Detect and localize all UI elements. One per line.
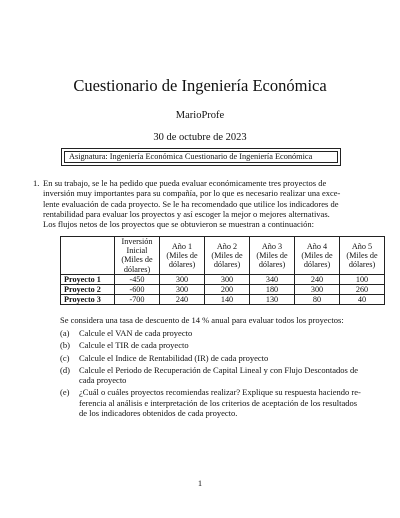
- table-cell: 80: [295, 295, 340, 305]
- task-list: [60, 328, 361, 420]
- table-header-cell: Año 5 (Miles de dólares): [340, 237, 385, 275]
- question-line: En su trabajo, se le ha pedido que pueda evaluar económicamente tres proyectos de: [43, 178, 327, 188]
- table-header-cell: Año 2 (Miles de dólares): [205, 237, 250, 275]
- table-header-cell: Inversión Inicial (Miles de dólares): [115, 237, 160, 275]
- question-line: Los flujos netos de los proyectos que se obtuvieron se muestran a continuación:: [43, 219, 314, 230]
- table-header-cell: Año 4 (Miles de dólares): [295, 237, 340, 275]
- list-item: [60, 364, 358, 386]
- table-cell: 300: [160, 285, 205, 295]
- table-header-row: [61, 237, 385, 275]
- document-author: MarioProfe: [175, 110, 225, 121]
- table-cell: 340: [250, 274, 295, 284]
- list-item-text: Calcule el VAN de cada proyecto: [79, 328, 193, 338]
- question-line: inversión muy importantes para su compañía, por lo que es necesario realizar una exce-: [43, 188, 341, 199]
- list-item: [60, 340, 344, 350]
- table-row: [61, 285, 385, 295]
- list-item: [60, 353, 344, 363]
- table-cell: 140: [205, 295, 250, 305]
- page-number: 1: [197, 478, 203, 488]
- subject-box: [61, 148, 341, 166]
- subject-label: Asignatura: Ingeniería Económica Cuestionario de Ingeniería Económica: [64, 151, 338, 163]
- table-row: [61, 274, 385, 284]
- discount-rate-text: Se considera una tasa de descuento de 14 % anual para evaluar todos los proyectos:: [60, 315, 344, 325]
- table-cell: 200: [205, 285, 250, 295]
- table-cell: 300: [160, 274, 205, 284]
- list-item-marker: (b): [60, 340, 70, 351]
- table-cell: 300: [205, 274, 250, 284]
- table-header-cell: Año 3 (Miles de dólares): [250, 237, 295, 275]
- table-cell: -600: [115, 285, 160, 295]
- cash-flow-table: [60, 236, 385, 305]
- list-item-text: cada proyecto: [79, 375, 127, 386]
- table-cell: 100: [340, 274, 385, 284]
- table-cell: 240: [160, 295, 205, 305]
- question-line: rentabilidad para evaluar los proyectos y así escoger la mejor o mejores alternativas.: [43, 208, 330, 219]
- table-cell: 40: [340, 295, 385, 305]
- question-line: lente evaluación de cada proyecto. Se le ha recomendado que utilice los indicadores de: [43, 198, 339, 209]
- table-cell: -700: [115, 295, 160, 305]
- list-item-marker: (d): [60, 364, 70, 375]
- question-text: [43, 178, 343, 229]
- list-item-marker: (c): [60, 352, 70, 363]
- list-item: [60, 328, 344, 338]
- table-row-label: Proyecto 3: [61, 295, 115, 305]
- list-item-marker: (e): [60, 387, 70, 398]
- list-item-marker: (a): [60, 328, 70, 338]
- table-cell: 180: [250, 285, 295, 295]
- document-title: Cuestionario de Ingeniería Económica: [73, 76, 327, 95]
- question-number: 1.: [33, 178, 40, 188]
- table-cell: 240: [295, 274, 340, 284]
- table-row-label: Proyecto 1: [61, 274, 115, 284]
- list-item: [60, 387, 361, 419]
- table-row: [61, 295, 385, 305]
- table-header-cell: Año 1 (Miles de dólares): [160, 237, 205, 275]
- list-item-text: Calcule el TIR de cada proyecto: [79, 340, 189, 351]
- table-cell: 130: [250, 295, 295, 305]
- table-cell: -450: [115, 274, 160, 284]
- table-row-label: Proyecto 2: [61, 285, 115, 295]
- document-date: 30 de octubre de 2023: [153, 132, 247, 143]
- list-item-text: ¿Cuál o cuáles proyectos recomiendas realizar? Explique su respuesta haciendo re-: [79, 387, 361, 398]
- table-cell: 300: [295, 285, 340, 295]
- table-cell: 260: [340, 285, 385, 295]
- list-item-text: ferencia al análisis e interpretación de los criterios de aceptación de los resultados: [79, 397, 358, 408]
- list-item-text: de los indicadores obtenidos de cada proyecto.: [79, 408, 238, 419]
- list-item-text: Calcule el Periodo de Recuperación de Capital Lineal y con Flujo Descontados de: [79, 364, 358, 375]
- table-header-cell: [61, 237, 115, 275]
- list-item-text: Calcule el Indice de Rentabilidad (IR) de cada proyecto: [79, 352, 269, 363]
